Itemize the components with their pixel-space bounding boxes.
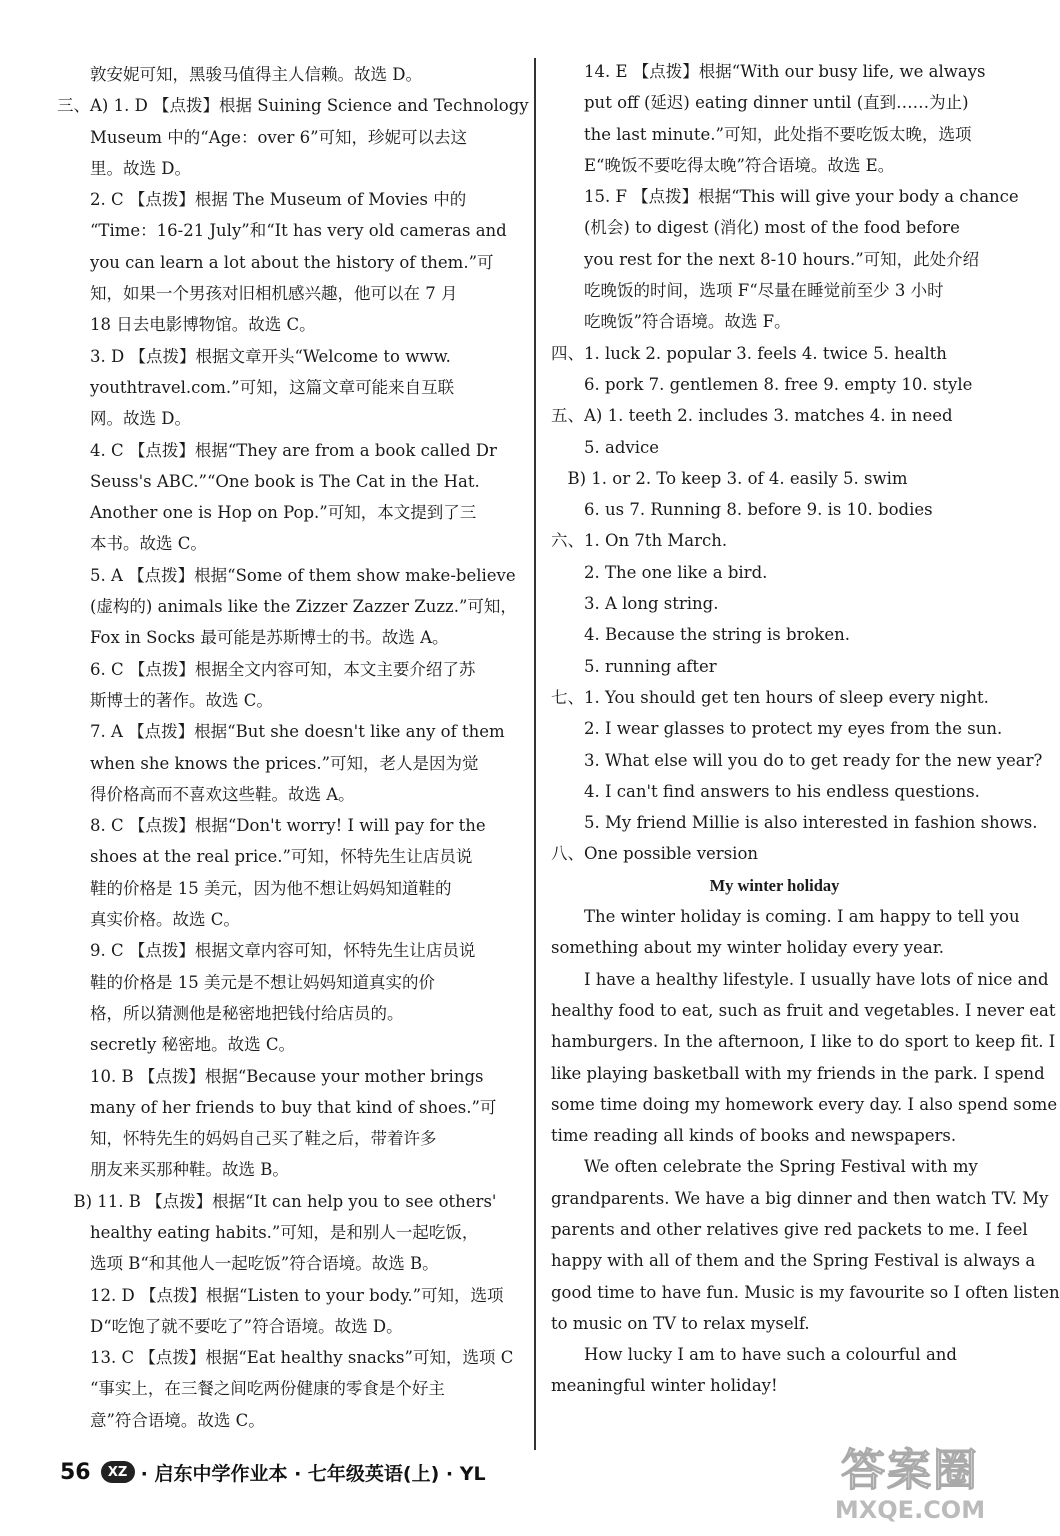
text-line: We often celebrate the Spring Festival with my: [551, 1157, 978, 1177]
text-line: secretly 秘密地。故选 C。: [57, 1035, 295, 1055]
text-line: 9. C 【点拨】根据文章内容可知，怀特先生让店员说: [57, 941, 476, 961]
text-line: 3. D 【点拨】根据文章开头“Welcome to www.: [57, 346, 451, 366]
text-line: 吃晚饭”符合语境。故选 F。: [551, 312, 791, 332]
text-line: 10. B 【点拨】根据“Because your mother brings: [57, 1066, 484, 1086]
text-line: you rest for the next 8-10 hours.”可知，此处介绍: [551, 249, 980, 269]
text-line: 18 日去电影博物馆。故选 C。: [57, 315, 316, 335]
column-divider: [534, 58, 536, 1450]
text-line: 本书。故选 C。: [57, 534, 207, 554]
watermark-url: MXQE.COM: [834, 1496, 986, 1524]
text-line: How lucky I am to have such a colourful and: [551, 1345, 957, 1365]
text-line: 鞋的价格是 15 美元，因为他不想让妈妈知道鞋的: [57, 878, 452, 898]
text-line: 2. C 【点拨】根据 The Museum of Movies 中的: [57, 190, 467, 210]
text-line: I have a healthy lifestyle. I usually have lots of nice and: [551, 969, 1049, 989]
text-line: 6. pork 7. gentlemen 8. free 9. empty 10. style: [551, 374, 973, 394]
watermark-logo: 答案圈: [841, 1445, 979, 1496]
text-line: 格，所以猜测他是秘密地把钱付给店员的。: [57, 1003, 404, 1023]
text-line: 四、1. luck 2. popular 3. feels 4. twice 5. health: [551, 343, 947, 363]
left-column: [57, 59, 529, 1436]
text-line: you can learn a lot about the history of them.”可: [57, 252, 494, 272]
text-line: to music on TV to relax myself.: [551, 1313, 810, 1333]
essay-title: My winter holiday: [709, 875, 840, 895]
text-line: 6. C 【点拨】根据全文内容可知，本文主要介绍了苏: [57, 659, 476, 679]
text-line: 三、A) 1. D 【点拨】根据 Suining Science and Technology: [57, 96, 529, 116]
text-line: 2. The one like a bird.: [551, 562, 768, 582]
text-line: youthtravel.com.”可知，这篇文章可能来自互联: [57, 377, 455, 397]
text-line: 五、A) 1. teeth 2. includes 3. matches 4. in need: [551, 406, 953, 426]
watermark: [825, 1446, 995, 1532]
right-column: [551, 56, 1060, 1402]
text-line: 7. A 【点拨】根据“But she doesn't like any of them: [57, 722, 505, 742]
text-line: parents and other relatives give red packets to me. I feel: [551, 1219, 1028, 1239]
text-line: shoes at the real price.”可知，怀特先生让店员说: [57, 847, 473, 867]
text-line: 5. running after: [551, 656, 717, 676]
text-line: 真实价格。故选 C。: [57, 910, 240, 930]
text-line: happy with all of them and the Spring Festival is always a: [551, 1251, 1036, 1271]
text-line: put off (延迟) eating dinner until (直到……为止): [551, 93, 969, 113]
text-line: 知，如果一个男孩对旧相机感兴趣，他可以在 7 月: [57, 284, 458, 304]
text-line: the last minute.”可知，此处指不要吃饭太晚，选项: [551, 124, 972, 144]
text-line: 知，怀特先生的妈妈自己买了鞋之后，带着许多: [57, 1129, 437, 1149]
text-line: hamburgers. In the afternoon, I like to do sport to keep fit. I: [551, 1032, 1056, 1052]
text-line: The winter holiday is coming. I am happy to tell you: [551, 907, 1020, 927]
text-line: healthy eating habits.”可知，是和别人一起吃饭，: [57, 1222, 479, 1242]
page-number: 56: [60, 1459, 91, 1485]
text-line: B) 1. or 2. To keep 3. of 4. easily 5. swim: [551, 468, 908, 488]
text-line: grandparents. We have a big dinner and then watch TV. My: [551, 1188, 1049, 1208]
text-line: 选项 B“和其他人一起吃饭”符合语境。故选 B。: [57, 1254, 439, 1274]
text-line: 14. E 【点拨】根据“With our busy life, we always: [551, 62, 986, 81]
text-line: 六、1. On 7th March.: [551, 531, 728, 551]
text-line: 8. C 【点拨】根据“Don't worry! I will pay for the: [57, 816, 486, 836]
text-line: 敦安妮可知，黑骏马值得主人信赖。故选 D。: [57, 65, 422, 84]
publisher-logo: XZ: [101, 1461, 135, 1483]
text-line: 5. A 【点拨】根据“Some of them show make-believe: [57, 565, 516, 585]
text-line: many of her friends to buy that kind of shoes.”可: [57, 1097, 497, 1117]
text-line: 13. C 【点拨】根据“Eat healthy snacks”可知，选项 C: [57, 1348, 514, 1368]
text-line: 5. My friend Millie is also interested in fashion shows.: [551, 813, 1038, 833]
text-line: 网。故选 D。: [57, 409, 191, 429]
text-line: 5. advice: [551, 437, 659, 457]
text-line: healthy food to eat, such as fruit and vegetables. I never eat: [551, 1000, 1056, 1020]
text-line: meaningful winter holiday!: [551, 1376, 778, 1396]
text-line: when she knows the prices.”可知，老人是因为觉: [57, 753, 479, 773]
text-line: Another one is Hop on Pop.”可知，本文提到了三: [57, 503, 477, 523]
text-line: good time to have fun. Music is my favourite so I often listen: [551, 1282, 1060, 1302]
text-line: (机会) to digest (消化) most of the food before: [551, 218, 960, 238]
text-line: 意”符合语境。故选 C。: [57, 1410, 265, 1430]
text-line: 15. F 【点拨】根据“This will give your body a chance: [551, 187, 1019, 207]
text-line: 4. C 【点拨】根据“They are from a book called Dr: [57, 440, 497, 460]
text-line: like playing basketball with my friends in the park. I spend: [551, 1063, 1045, 1083]
book-title: · 启东中学作业本 · 七年级英语(上) · YL: [140, 1462, 486, 1485]
text-line: (虚构的) animals like the Zizzer Zazzer Zuzz.”可知，: [57, 597, 517, 617]
text-line: 2. I wear glasses to protect my eyes from the sun.: [551, 719, 1003, 739]
text-line: 八、One possible version: [551, 844, 758, 864]
text-line: some time doing my homework every day. I also spend some: [551, 1094, 1058, 1114]
text-line: 得价格高而不喜欢这些鞋。故选 A。: [57, 784, 355, 804]
text-line: D“吃饱了就不要吃了”符合语境。故选 D。: [57, 1316, 403, 1336]
text-line: time reading all kinds of books and newspapers.: [551, 1126, 957, 1146]
text-line: “Time：16-21 July”和“It has very old cameras and: [57, 221, 507, 241]
text-line: 七、1. You should get ten hours of sleep every night.: [551, 687, 989, 707]
text-line: 6. us 7. Running 8. before 9. is 10. bodies: [551, 500, 933, 520]
page-footer: [60, 1452, 486, 1492]
text-line: 鞋的价格是 15 美元是不想让妈妈知道真实的价: [57, 972, 435, 992]
text-line: 斯博士的著作。故选 C。: [57, 690, 273, 710]
text-line: 4. I can't find answers to his endless questions.: [551, 781, 980, 801]
text-line: “事实上，在三餐之间吃两份健康的零食是个好主: [57, 1379, 445, 1399]
text-line: E“晚饭不要吃得太晚”符合语境。故选 E。: [551, 155, 895, 175]
text-line: 3. A long string.: [551, 594, 719, 614]
text-line: 吃晚饭的时间，选项 F“尽量在睡觉前至少 3 小时: [551, 281, 944, 301]
text-line: Museum 中的“Age：over 6”可知，珍妮可以去这: [57, 127, 468, 147]
text-line: 3. What else will you do to get ready for the new year?: [551, 750, 1043, 770]
text-line: Fox in Socks 最可能是苏斯博士的书。故选 A。: [57, 628, 449, 648]
text-line: 12. D 【点拨】根据“Listen to your body.”可知，选项: [57, 1285, 504, 1305]
text-line: 4. Because the string is broken.: [551, 625, 851, 645]
text-line: 里。故选 D。: [57, 158, 191, 178]
text-line: B) 11. B 【点拨】根据“It can help you to see others': [57, 1191, 497, 1211]
text-line: something about my winter holiday every year.: [551, 938, 945, 958]
text-line: 朋友来买那种鞋。故选 B。: [57, 1160, 289, 1180]
text-line: Seuss's ABC.”“One book is The Cat in the Hat.: [57, 471, 480, 491]
